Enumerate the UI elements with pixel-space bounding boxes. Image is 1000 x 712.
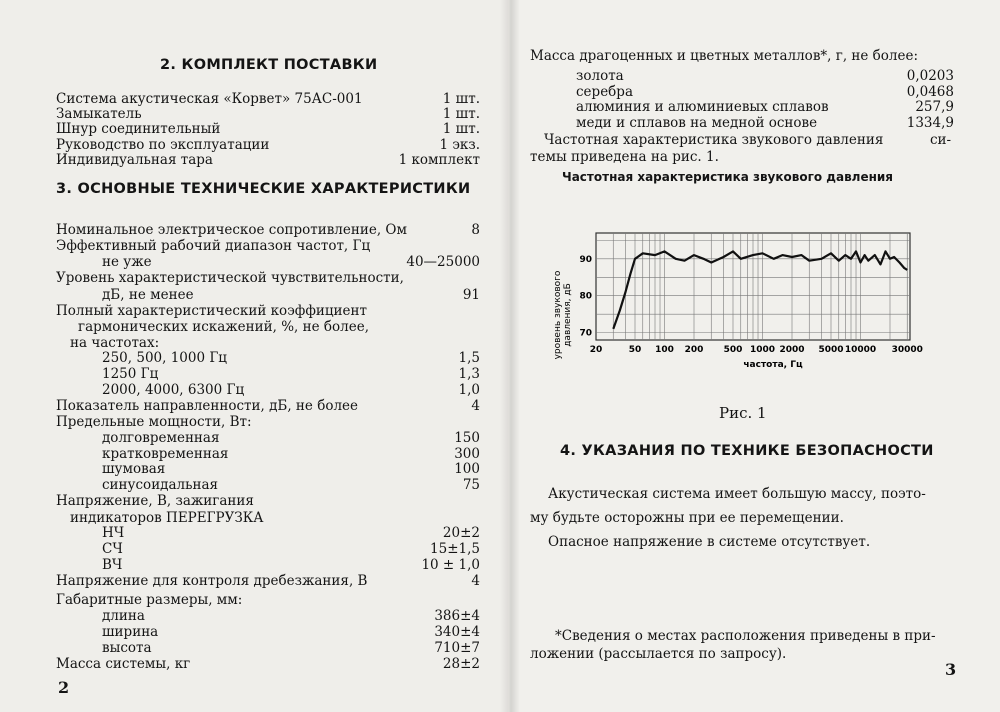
x-tick-label: 500 [723, 345, 743, 355]
spec-row-value: 300 [454, 446, 480, 462]
freq-text-line1-hyphen: си- [930, 132, 952, 148]
safety-paragraph-2: Опасное напряжение в системе отсутствует. [548, 534, 871, 550]
spec-row-label: дБ, не менее [102, 287, 194, 303]
metal-row-label: серебра [576, 84, 633, 100]
spec-row-label: на частотах: [70, 335, 160, 351]
spec-row-label: СЧ [102, 541, 123, 557]
spec-row-label: 2000, 4000, 6300 Гц [102, 382, 245, 398]
delivery-row-label: Шнур соединительный [56, 121, 221, 137]
spec-row [56, 624, 480, 640]
x-tick-label: 5000 [818, 345, 844, 355]
spec-row-value: 75 [462, 477, 480, 493]
spec-row-value: 40—25000 [406, 254, 480, 270]
x-tick-label: 20 [589, 345, 603, 355]
spec-row [56, 335, 480, 351]
spec-row-label: Напряжение для контроля дребезжания, В [56, 573, 368, 589]
safety-paragraph-1b: му будьте осторожны при ее перемещении. [530, 510, 844, 526]
spec-row [56, 592, 480, 608]
x-tick-label: 2000 [779, 345, 805, 355]
spec-row [56, 366, 480, 382]
metal-row [576, 68, 954, 84]
x-tick-label: 50 [628, 345, 642, 355]
series-line [613, 251, 907, 329]
metal-row-label: золота [576, 68, 624, 84]
spec-row [56, 477, 480, 493]
delivery-row-value: 1 шт. [442, 91, 480, 107]
spec-row [56, 254, 480, 270]
x-axis-label: частота, Гц [743, 360, 803, 370]
y-tick-label: 80 [579, 291, 592, 302]
spec-row-label: НЧ [102, 525, 125, 541]
spec-row-label: шумовая [102, 461, 166, 477]
chart-series [613, 251, 907, 329]
spec-row-value: 710±7 [434, 640, 480, 656]
delivery-row-label: Система акустическая «Корвет» 75АС-001 [56, 91, 363, 107]
chart-title: Частотная характеристика звукового давления [562, 170, 894, 184]
spec-row [56, 525, 480, 541]
spec-row [56, 541, 480, 557]
spec-row [56, 350, 480, 366]
spec-row-label: Номинальное электрическое сопротивление, Ом [56, 222, 407, 238]
spec-row [56, 382, 480, 398]
spec-row-value: 4 [471, 573, 480, 589]
metal-row-value: 257,9 [915, 99, 954, 115]
spec-row [56, 398, 480, 414]
spec-row [56, 430, 480, 446]
delivery-row-value: 1 экз. [439, 137, 480, 153]
spec-row-value: 150 [454, 430, 480, 446]
y-axis-label-line1: уровень звукового [553, 270, 563, 360]
freq-text-line2: темы приведена на рис. 1. [530, 149, 719, 165]
metal-row-value: 0,0203 [906, 68, 954, 84]
spec-row [56, 238, 480, 254]
freq-text-line1: Частотная характеристика звукового давления [544, 132, 884, 148]
delivery-row-value: 1 комплект [398, 152, 480, 168]
spec-row [56, 656, 480, 672]
delivery-row [56, 121, 480, 137]
delivery-row [56, 91, 480, 107]
x-tick-label: 1000 [749, 345, 776, 355]
chart-grid [596, 233, 910, 340]
x-tick-label: 100 [655, 345, 674, 355]
spec-row-label: Напряжение, В, зажигания [56, 493, 254, 509]
x-tick-label: 10000 [844, 345, 877, 355]
spec-row-value: 100 [454, 461, 480, 477]
delivery-row-label: Замыкатель [56, 106, 142, 122]
delivery-row-value: 1 шт. [442, 106, 480, 122]
spec-row [56, 287, 480, 303]
spec-row-value: 1,0 [458, 382, 480, 398]
spec-row-label: гармонических искажений, %, не более, [78, 319, 370, 335]
spec-row-label: синусоидальная [102, 477, 219, 493]
section-3-title: 3. ОСНОВНЫЕ ТЕХНИЧЕСКИЕ ХАРАКТЕРИСТИКИ [56, 181, 471, 197]
x-tick-label: 30000 [891, 345, 923, 355]
delivery-row [56, 137, 480, 153]
spec-row-label: Уровень характеристической чувствительности, [56, 270, 404, 286]
book-gutter [500, 0, 520, 712]
spec-row-label: индикаторов ПЕРЕГРУЗКА [70, 510, 264, 526]
delivery-row-label: Руководство по эксплуатации [56, 137, 270, 153]
spec-row-label: Габаритные размеры, мм: [56, 592, 243, 608]
spec-row-label: Эффективный рабочий диапазон частот, Гц [56, 238, 371, 254]
spec-row-value: 91 [462, 287, 480, 303]
spec-row-label: Полный характеристический коэффициент [56, 303, 368, 319]
metal-row [576, 84, 954, 100]
spec-row [56, 319, 480, 335]
figure-caption: Рис. 1 [719, 404, 767, 422]
spec-row [56, 446, 480, 462]
spec-row-value: 20±2 [442, 525, 480, 541]
spec-row [56, 270, 480, 286]
spec-row-value: 15±1,5 [430, 541, 480, 557]
spec-row [56, 414, 480, 430]
spec-row [56, 222, 480, 238]
footnote-line2: ложении (рассылается по запросу). [530, 646, 787, 662]
frequency-response-chart [540, 195, 960, 375]
section-2-title: 2. КОМПЛЕКТ ПОСТАВКИ [160, 57, 378, 73]
footnote-line1: *Сведения о местах расположения приведены в при- [555, 628, 936, 644]
spec-row-value: 1,5 [458, 350, 480, 366]
spec-row-label: Предельные мощности, Вт: [56, 414, 252, 430]
spec-row-value: 8 [471, 222, 480, 238]
y-axis-label-line2: давления, дБ [563, 283, 573, 347]
spec-row-value: 1,3 [458, 366, 480, 382]
metals-header: Масса драгоценных и цветных металлов*, г, не более: [530, 48, 919, 64]
metal-row-value: 0,0468 [906, 84, 954, 100]
spec-row-label: не уже [102, 254, 152, 270]
metal-row [576, 99, 954, 115]
spec-row-label: кратковременная [102, 446, 229, 462]
x-tick-label: 200 [684, 345, 704, 355]
page-number-right: 3 [945, 660, 957, 679]
spec-row-label: Масса системы, кг [56, 656, 191, 672]
metal-row-value: 1334,9 [906, 115, 954, 131]
spec-row-label: Показатель направленности, дБ, не более [56, 398, 359, 414]
spec-row [56, 461, 480, 477]
delivery-row-value: 1 шт. [442, 121, 480, 137]
spec-row [56, 640, 480, 656]
spec-row-label: высота [102, 640, 152, 656]
spec-row [56, 557, 480, 573]
y-tick-label: 70 [579, 328, 592, 339]
metal-row [576, 115, 954, 131]
spec-row-value: 4 [471, 398, 480, 414]
spec-row [56, 573, 480, 589]
spec-row [56, 493, 480, 509]
y-tick-label: 90 [579, 254, 592, 265]
spec-row-value: 10 ± 1,0 [421, 557, 480, 573]
delivery-row [56, 152, 480, 168]
page-number-left: 2 [58, 678, 70, 697]
safety-paragraph-1a: Акустическая система имеет большую массу, поэто- [548, 486, 926, 502]
spec-row-label: ширина [102, 624, 159, 640]
spec-row-value: 386±4 [434, 608, 480, 624]
spec-row-label: долговременная [102, 430, 220, 446]
metal-row-label: алюминия и алюминиевых сплавов [576, 99, 829, 115]
spec-row [56, 303, 480, 319]
spec-row-label: ВЧ [102, 557, 123, 573]
delivery-row-label: Индивидуальная тара [56, 152, 213, 168]
spec-row-label: длина [102, 608, 145, 624]
spec-row-label: 250, 500, 1000 Гц [102, 350, 227, 366]
spec-row [56, 510, 480, 526]
spec-row [56, 608, 480, 624]
section-4-title: 4. УКАЗАНИЯ ПО ТЕХНИКЕ БЕЗОПАСНОСТИ [560, 443, 934, 459]
metal-row-label: меди и сплавов на медной основе [576, 115, 818, 131]
spec-row-label: 1250 Гц [102, 366, 159, 382]
spec-row-value: 28±2 [442, 656, 480, 672]
spec-row-value: 340±4 [434, 624, 480, 640]
delivery-row [56, 106, 480, 122]
